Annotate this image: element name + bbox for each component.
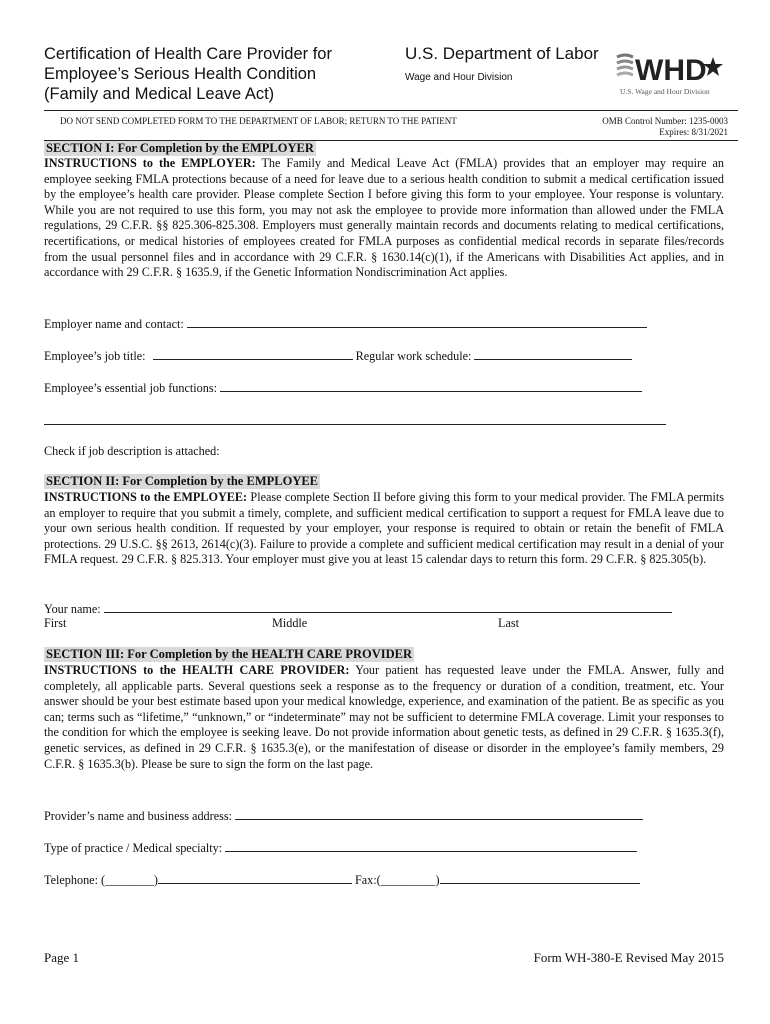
- specialty-input[interactable]: [225, 840, 637, 852]
- middle-name-caption: Middle: [272, 616, 308, 630]
- job-description-row: [44, 444, 734, 459]
- fax-input[interactable]: [440, 872, 640, 884]
- form-title-line-3: (Family and Medical Leave Act): [44, 85, 275, 103]
- fax-label: Fax:(_________): [354, 873, 440, 887]
- employer-name-input[interactable]: [187, 316, 647, 328]
- form-title-line-2: Employee’s Serious Health Condition: [44, 65, 317, 83]
- section-2-instructions: [44, 490, 724, 568]
- employer-name-row: [44, 316, 734, 332]
- section-2-heading: SECTION II: For Completion by the EMPLOYEE: [46, 474, 319, 488]
- header-rule: [44, 110, 738, 111]
- section-3-instructions-label: INSTRUCTIONS to the HEALTH CARE PROVIDER:: [44, 663, 350, 677]
- omb-info: [602, 116, 728, 138]
- job-functions-row: [44, 380, 734, 396]
- job-functions-input-2[interactable]: [44, 424, 666, 425]
- form-title-line-1: Certification of Health Care Provider for: [44, 45, 332, 63]
- provider-row: [44, 808, 734, 824]
- section-2-instructions-text: Please complete Section II before giving this form to your medical provider. The FMLA permits an employer to require that you submit a timely, complete, and sufficient medical certification to support a request for FMLA leave due to your own serious health condition. If requested by your employer, your response is required to obtain or retain the benefit of FMLA protections. 29 U.S.C. §§ 2613, 2614(c)(3). Failure to provide a complete and sufficient medical certification may result in a denial of your FMLA request. 29 C.F.R. § 825.313. Your employer must give you at least 15 calendar days to return this form. 29 C.F.R. § 825.305(b).: [44, 490, 724, 567]
- job-functions-label: Employee’s essential job functions:: [44, 381, 217, 395]
- provider-label: Provider’s name and business address:: [44, 809, 232, 823]
- employer-name-label: Employer name and contact:: [44, 317, 184, 331]
- specialty-row: [44, 840, 734, 856]
- job-title-label: Employee’s job title:: [44, 349, 146, 363]
- logo-caption: U.S. Wage and Hour Division: [620, 87, 710, 96]
- schedule-label: Regular work schedule:: [355, 349, 472, 363]
- specialty-label: Type of practice / Medical specialty:: [44, 841, 223, 855]
- form-identifier: Form WH-380-E Revised May 2015: [533, 950, 724, 965]
- job-title-input[interactable]: [153, 348, 353, 360]
- employee-name-input[interactable]: [104, 601, 672, 613]
- section-2-instructions-label: INSTRUCTIONS to the EMPLOYEE:: [44, 490, 248, 504]
- employee-name-row: [44, 601, 734, 617]
- department-name: U.S. Department of Labor: [405, 44, 599, 63]
- omb-expires: Expires: 8/31/2021: [659, 127, 728, 137]
- section-1-instructions-text: The Family and Medical Leave Act (FMLA) provides that an employer may require an employee seeking FMLA protections because of a need for leave due to a serious health condition to submit a medical certification issued by the employee’s health care provider. Please complete Section I before giving this form to your employee. Your response is voluntary. While you are not required to use this form, you may not ask the employee to provide more information than allowed under the FMLA regulations, 29 C.F.R. §§ 825.306-825.308. Employers must generally maintain records and documents relating to medical certifications, recertifications, or medical histories of employees created for FMLA purposes as confidential medical records in separate files/records from the usual personnel files and in accordance with 29 C.F.R. § 1630.14(c)(1), if the Americans with Disabilities Act applies, and in accordance with 29 C.F.R. § 1635.9, if the Genetic Information Nondiscrimination Act applies.: [44, 156, 724, 280]
- return-notice: DO NOT SEND COMPLETED FORM TO THE DEPARTMENT OF LABOR; RETURN TO THE PATIENT: [60, 116, 457, 126]
- section-1-instructions: [44, 156, 724, 281]
- whd-logo-text: WHD: [635, 54, 707, 87]
- last-name-caption: Last: [498, 616, 519, 630]
- schedule-input[interactable]: [474, 348, 632, 360]
- section-3-instructions-text: Your patient has requested leave under the FMLA. Answer, fully and completely, all applicable parts. Several questions seek a response as to the frequency or duration of a condition, treatment, etc. Your answer should be your best estimate based upon your medical knowledge, experience, and examination of the patient. Be as specific as you can; terms such as “lifetime,” “unknown,” or “indeterminate” may not be sufficient to determine FMLA coverage. Limit your responses to the condition for which the employee is seeking leave. Do not provide information about genetic tests, as defined in 29 C.F.R. § 1635.3(f), genetic services, as defined in 29 C.F.R. § 1635.3(e), or the manifestation of disease or disorder in the employee’s family members, 29 C.F.R. § 1635.3(b). Please be sure to sign the form on the last page.: [44, 663, 724, 771]
- telephone-fax-row: [44, 872, 734, 888]
- section-1-heading: SECTION I: For Completion by the EMPLOYER: [46, 141, 314, 155]
- section-1-instructions-label: INSTRUCTIONS to the EMPLOYER:: [44, 156, 256, 170]
- job-functions-input[interactable]: [220, 380, 642, 392]
- job-title-row: [44, 348, 734, 364]
- first-name-caption: First: [44, 616, 67, 630]
- provider-input[interactable]: [235, 808, 643, 820]
- job-description-attached-label: Check if job description is attached:: [44, 444, 220, 458]
- form-title: [44, 44, 389, 104]
- section-3-heading: SECTION III: For Completion by the HEALTH CARE PROVIDER: [46, 647, 413, 661]
- omb-number: OMB Control Number: 1235-0003: [602, 116, 728, 126]
- page-number: Page 1: [44, 950, 80, 965]
- employee-name-label: Your name:: [44, 602, 101, 616]
- telephone-input[interactable]: [158, 872, 352, 884]
- section-3-instructions: [44, 663, 724, 772]
- division-name: Wage and Hour Division: [405, 72, 513, 83]
- telephone-label: Telephone: (________): [44, 873, 158, 887]
